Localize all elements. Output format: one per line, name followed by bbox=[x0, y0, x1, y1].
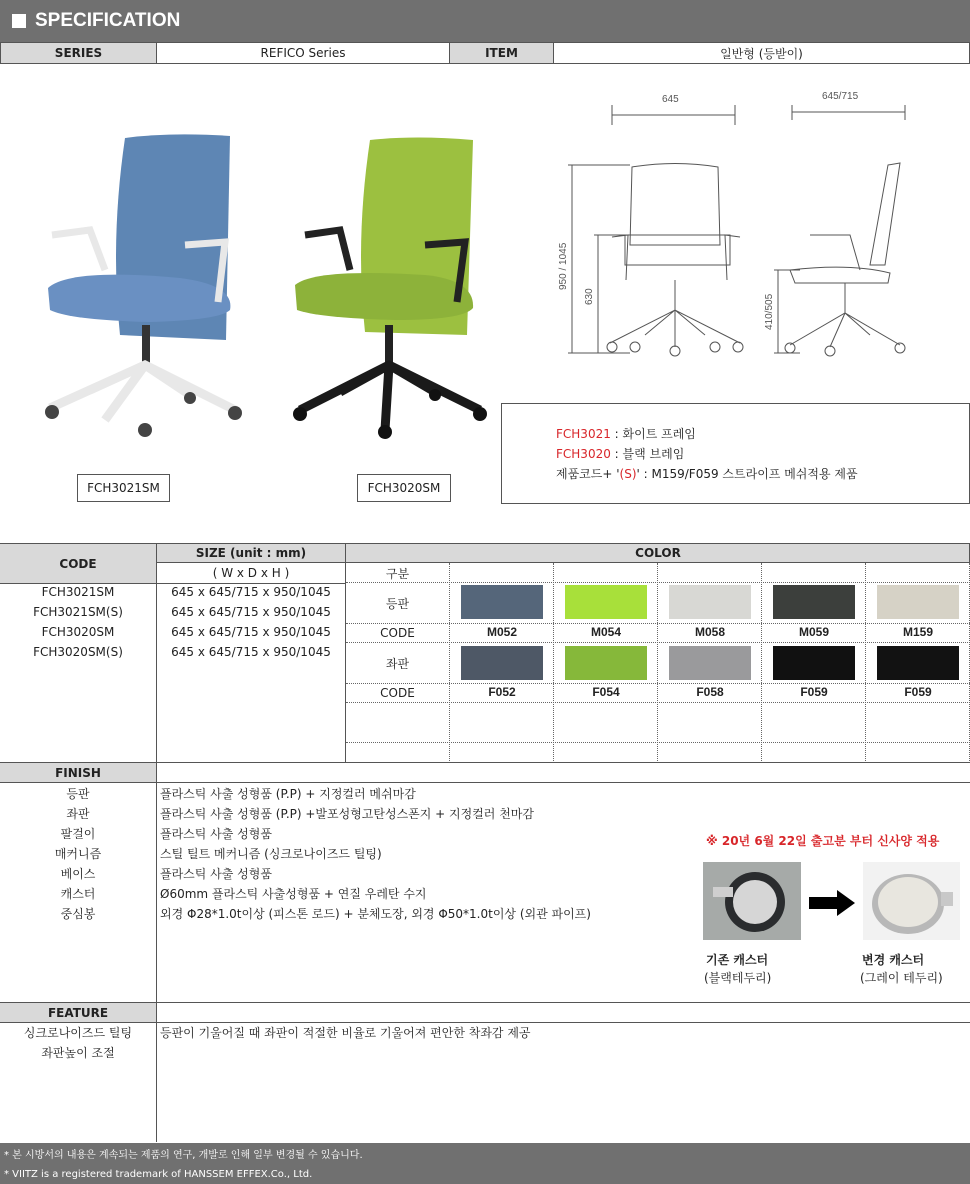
notes-box bbox=[501, 403, 970, 504]
seat-color-swatch bbox=[877, 646, 959, 680]
finish-label: 캐스터 bbox=[60, 887, 96, 901]
code-row-2: FCH3021SM(S) bbox=[33, 605, 123, 619]
size-row-4: 645 x 645/715 x 950/1045 bbox=[171, 645, 331, 659]
back-color-code: M058 bbox=[694, 625, 726, 639]
seat-color-code: F052 bbox=[488, 685, 516, 699]
color-header: COLOR bbox=[346, 544, 970, 562]
feature-label-2: 좌판높이 조절 bbox=[41, 1046, 115, 1060]
feature-text: 등판이 기울어질 때 좌판이 적절한 비율로 기울어져 편안한 착좌감 제공 bbox=[160, 1026, 531, 1040]
note-line-1: FCH3021 : 화이트 프레임 bbox=[556, 427, 696, 441]
finish-label: 매커니즘 bbox=[54, 847, 102, 861]
back-color-code: M059 bbox=[798, 625, 830, 639]
caster-new-title: 변경 캐스터 bbox=[862, 953, 925, 967]
feature-label-1: 싱크로나이즈드 틸팅 bbox=[23, 1026, 133, 1040]
finish-label: 좌판 bbox=[66, 807, 90, 821]
series-value: REFICO Series bbox=[156, 42, 450, 64]
back-color-code: M054 bbox=[590, 625, 622, 639]
footer bbox=[0, 1143, 970, 1184]
finish-label: 베이스 bbox=[60, 867, 96, 881]
note-line-3: 제품코드+ '(S)' : M159/F059 스트라이프 메쉬적용 제품 bbox=[556, 467, 858, 481]
series-label: SERIES bbox=[0, 42, 157, 64]
seat-color-swatch bbox=[669, 646, 751, 680]
chair-image-black bbox=[285, 130, 495, 450]
back-color-swatch bbox=[461, 585, 543, 619]
back-color-swatch bbox=[669, 585, 751, 619]
code-row-3: FCH3020SM bbox=[41, 625, 115, 639]
color-seat-label: 좌판 bbox=[385, 657, 410, 671]
page-header bbox=[0, 0, 970, 42]
dim-depth-label: 645/715 bbox=[822, 91, 859, 102]
seat-color-swatch bbox=[565, 646, 647, 680]
code-row-1: FCH3021SM bbox=[41, 585, 115, 599]
size-row-2: 645 x 645/715 x 950/1045 bbox=[171, 605, 331, 619]
dim-width-label: 645 bbox=[662, 94, 679, 105]
arrow-right-icon bbox=[809, 890, 855, 916]
back-color-swatch bbox=[773, 585, 855, 619]
caster-old-sub: (블랙테두리) bbox=[704, 971, 772, 985]
model-label-white: FCH3021SM bbox=[77, 474, 170, 502]
seat-color-code: F059 bbox=[904, 685, 932, 699]
page-title: SPECIFICATION bbox=[35, 10, 181, 31]
seat-color-code: F058 bbox=[696, 685, 724, 699]
color-back-label: 등판 bbox=[385, 597, 410, 611]
footer-line-2: * VIITZ is a registered trademark of HANSSEM EFFEX.Co., Ltd. bbox=[4, 1169, 313, 1180]
caster-old-image bbox=[703, 862, 801, 940]
note-line-2: FCH3020 : 블랙 브레임 bbox=[556, 447, 685, 461]
size-row-1: 645 x 645/715 x 950/1045 bbox=[171, 585, 331, 599]
chair-image-white bbox=[30, 120, 260, 450]
finish-value: 플라스틱 사출 성형품 (P.P) +발포성형고탄성스폰지 + 지정컬러 천마감 bbox=[160, 807, 534, 821]
seat-color-swatch bbox=[461, 646, 543, 680]
size-row-3: 645 x 645/715 x 950/1045 bbox=[171, 625, 331, 639]
finish-value: Ø60mm 플라스틱 사출성형품 + 연질 우레탄 수지 bbox=[160, 887, 427, 901]
finish-value: 스틸 틸트 메커니즘 (싱크로나이즈드 틸팅) bbox=[160, 847, 382, 861]
back-color-swatch bbox=[877, 585, 959, 619]
dimension-drawing bbox=[550, 85, 950, 370]
color-gubun-label: 구분 bbox=[385, 567, 410, 581]
code-header: CODE bbox=[0, 544, 156, 583]
finish-value: 외경 Φ28*1.0t이상 (피스톤 로드) + 분체도장, 외경 Φ50*1.0t이상 (외관 파이프) bbox=[160, 907, 591, 921]
color-code-label-2: CODE bbox=[380, 686, 415, 700]
item-label: ITEM bbox=[449, 42, 554, 64]
square-icon bbox=[12, 14, 26, 28]
caster-old-title: 기존 캐스터 bbox=[706, 953, 769, 967]
dim-total-height-label: 950 / 1045 bbox=[558, 242, 569, 290]
seat-color-code: F054 bbox=[592, 685, 620, 699]
finish-label: 팔걸이 bbox=[60, 827, 96, 841]
item-value: 일반형 (등받이) bbox=[553, 42, 970, 64]
back-color-code: M052 bbox=[486, 625, 518, 639]
finish-label: 등판 bbox=[66, 787, 90, 801]
size-subheader: ( W x D x H ) bbox=[212, 566, 290, 580]
caster-new-sub: (그레이 테두리) bbox=[860, 971, 943, 985]
color-code-label-1: CODE bbox=[380, 626, 415, 640]
finish-value: 플라스틱 사출 성형품 bbox=[160, 867, 272, 881]
back-color-code: M159 bbox=[902, 625, 934, 639]
finish-header: FINISH bbox=[0, 763, 156, 782]
code-row-4: FCH3020SM(S) bbox=[33, 645, 123, 659]
dim-back-height-label: 630 bbox=[584, 288, 595, 305]
feature-header: FEATURE bbox=[0, 1003, 156, 1022]
finish-value: 플라스틱 사출 성형품 bbox=[160, 827, 272, 841]
size-header: SIZE (unit : mm) bbox=[157, 544, 345, 562]
model-label-black: FCH3020SM bbox=[357, 474, 451, 502]
seat-color-swatch bbox=[773, 646, 855, 680]
caster-notice: ※ 20년 6월 22일 출고분 부터 신사양 적용 bbox=[706, 834, 940, 848]
dim-seat-height-label: 410/505 bbox=[764, 293, 775, 330]
caster-new-image bbox=[863, 862, 960, 940]
finish-label: 중심봉 bbox=[60, 907, 96, 921]
finish-value: 플라스틱 사출 성형품 (P.P) + 지정컬러 메쉬마감 bbox=[160, 787, 416, 801]
back-color-swatch bbox=[565, 585, 647, 619]
seat-color-code: F059 bbox=[800, 685, 828, 699]
footer-line-1: * 본 시방서의 내용은 계속되는 제품의 연구, 개발로 인해 일부 변경될 수 있습니다. bbox=[4, 1150, 363, 1161]
